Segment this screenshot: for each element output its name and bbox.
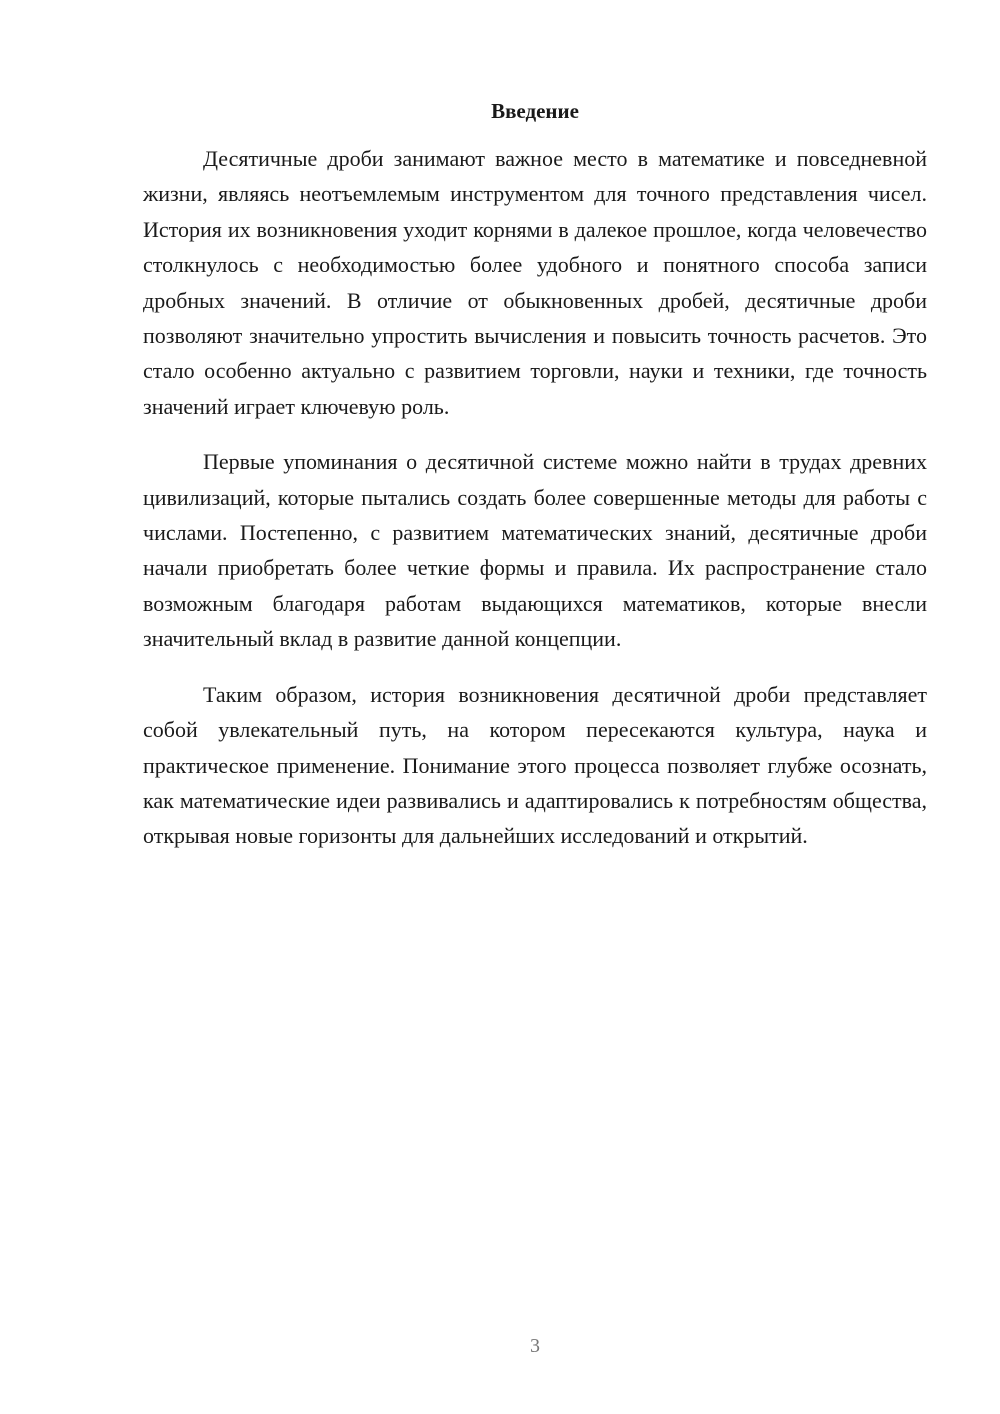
section-heading: Введение <box>491 99 579 123</box>
paragraph-3: Таким образом, история возникновения десятичной дроби представляет собой увлекательный путь, на котором пересекаются культура, наука и практическое применение. Понимание этого процесса позволяет глубже осознать, как математические идеи развивались и адаптировались к потребностям общества, открывая новые горизонты для дальнейших исследований и открытий. <box>143 681 927 849</box>
page-number: 3 <box>530 1335 540 1357</box>
paragraph-1: Десятичные дроби занимают важное место в математике и повседневной жизни, являясь неотъемлемым инструментом для точного представления чисел. История их возникновения уходит корнями в далекое прошлое, когда человечество столкнулось с необходимостью более удобного и понятного способа записи дробных значений. В отличие от обыкновенных дробей, десятичные дроби позволяют значительно упростить вычисления и повысить точность расчетов. Это стало особенно актуально с развитием торговли, науки и техники, где точность значений играет ключевую роль. <box>143 146 927 419</box>
paragraph-2: Первые упоминания о десятичной системе можно найти в трудах древних цивилизаций, которые пытались создать более совершенные методы для работы с числами. Постепенно, с развитием математических знаний, десятичные дроби начали приобретать более четкие формы и правила. Их распространение стало возможным благодаря работам выдающихся математиков, которые внесли значительный вклад в развитие данной концепции. <box>143 449 927 652</box>
body-text <box>143 141 927 874</box>
